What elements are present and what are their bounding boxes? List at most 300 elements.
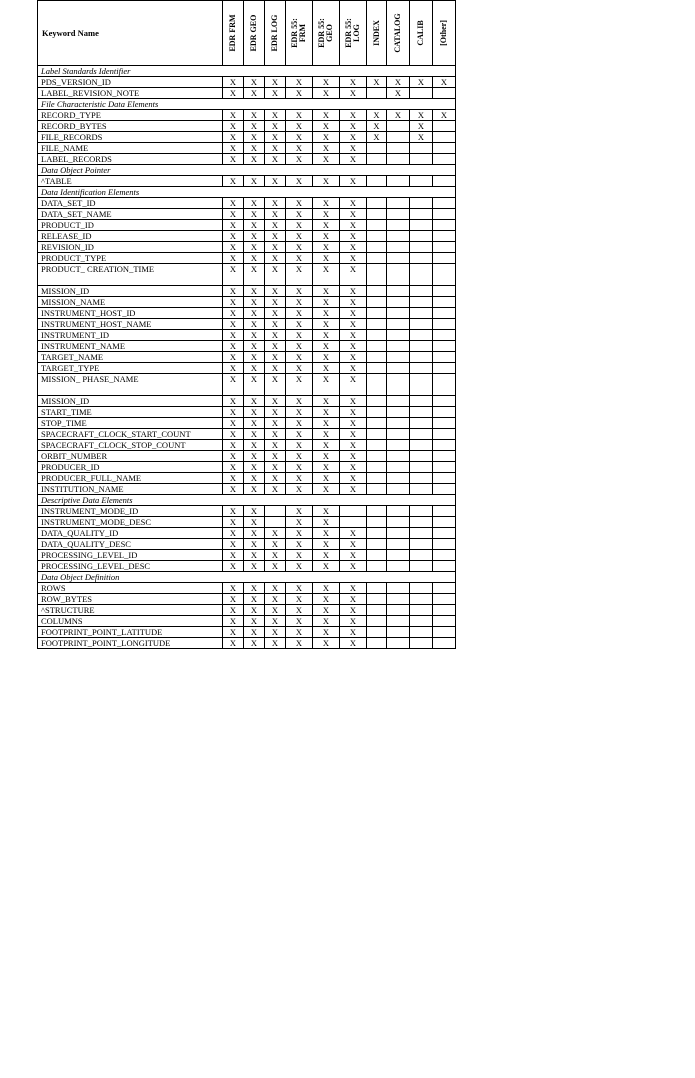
mark-cell: X xyxy=(313,352,340,363)
column-header-edr-log xyxy=(265,1,286,66)
empty-cell xyxy=(367,220,387,231)
column-header-other xyxy=(433,1,456,66)
mark-cell: X xyxy=(340,209,367,220)
empty-cell xyxy=(433,616,456,627)
mark-cell: X xyxy=(244,605,265,616)
mark-cell: X xyxy=(244,594,265,605)
mark-cell: X xyxy=(286,297,313,308)
empty-cell xyxy=(387,473,410,484)
mark-cell: X xyxy=(223,77,244,88)
mark-cell: X xyxy=(265,88,286,99)
mark-cell: X xyxy=(223,473,244,484)
mark-cell: X xyxy=(223,198,244,209)
empty-cell xyxy=(433,396,456,407)
table-row xyxy=(38,396,456,407)
empty-cell xyxy=(433,550,456,561)
mark-cell: X xyxy=(313,286,340,297)
mark-cell: X xyxy=(313,506,340,517)
empty-cell xyxy=(410,198,433,209)
empty-cell xyxy=(410,88,433,99)
table-row xyxy=(38,352,456,363)
mark-cell: X xyxy=(313,341,340,352)
empty-cell xyxy=(433,638,456,649)
mark-cell: X xyxy=(313,88,340,99)
empty-cell xyxy=(387,242,410,253)
empty-cell xyxy=(367,198,387,209)
empty-cell xyxy=(387,341,410,352)
column-header-label xyxy=(417,20,425,45)
mark-cell: X xyxy=(286,484,313,495)
empty-cell xyxy=(387,330,410,341)
table-row xyxy=(38,374,456,396)
mark-cell: X xyxy=(286,231,313,242)
mark-cell: X xyxy=(244,198,265,209)
mark-cell: X xyxy=(340,341,367,352)
mark-cell: X xyxy=(265,638,286,649)
empty-cell xyxy=(410,462,433,473)
mark-cell: X xyxy=(340,539,367,550)
mark-cell: X xyxy=(313,440,340,451)
section-title: Label Standards Identifier xyxy=(38,66,456,77)
mark-cell: X xyxy=(286,462,313,473)
mark-cell: X xyxy=(286,407,313,418)
empty-cell xyxy=(410,561,433,572)
mark-cell: X xyxy=(286,264,313,286)
mark-cell: X xyxy=(223,583,244,594)
mark-cell: X xyxy=(313,473,340,484)
mark-cell: X xyxy=(223,616,244,627)
empty-cell xyxy=(433,132,456,143)
mark-cell: X xyxy=(265,539,286,550)
keyword-name-cell: DATA_QUALITY_DESC xyxy=(38,539,223,550)
mark-cell: X xyxy=(340,550,367,561)
mark-cell: X xyxy=(244,330,265,341)
section-title: Data Object Pointer xyxy=(38,165,456,176)
mark-cell: X xyxy=(340,319,367,330)
empty-cell xyxy=(367,209,387,220)
empty-cell xyxy=(433,352,456,363)
mark-cell: X xyxy=(265,440,286,451)
mark-cell: X xyxy=(223,209,244,220)
empty-cell xyxy=(367,363,387,374)
mark-cell: X xyxy=(340,484,367,495)
mark-cell: X xyxy=(223,253,244,264)
mark-cell: X xyxy=(340,264,367,286)
keyword-name-cell: PROCESSING_LEVEL_ID xyxy=(38,550,223,561)
mark-cell: X xyxy=(313,605,340,616)
section-header-row xyxy=(38,187,456,198)
mark-cell: X xyxy=(223,407,244,418)
mark-cell: X xyxy=(286,242,313,253)
empty-cell xyxy=(433,561,456,572)
mark-cell: X xyxy=(340,429,367,440)
empty-cell xyxy=(367,286,387,297)
mark-cell: X xyxy=(340,286,367,297)
empty-cell xyxy=(433,286,456,297)
mark-cell: X xyxy=(340,583,367,594)
empty-cell xyxy=(410,341,433,352)
section-header-row xyxy=(38,165,456,176)
mark-cell: X xyxy=(340,473,367,484)
mark-cell: X xyxy=(340,616,367,627)
empty-cell xyxy=(387,418,410,429)
empty-cell xyxy=(367,451,387,462)
empty-cell xyxy=(410,396,433,407)
keyword-name-cell: MISSION_ID xyxy=(38,396,223,407)
empty-cell xyxy=(410,440,433,451)
mark-cell: X xyxy=(286,638,313,649)
empty-cell xyxy=(367,319,387,330)
mark-cell: X xyxy=(265,253,286,264)
empty-cell xyxy=(433,319,456,330)
column-header-label xyxy=(291,18,307,48)
keyword-name-cell: COLUMNS xyxy=(38,616,223,627)
empty-cell xyxy=(387,176,410,187)
mark-cell: X xyxy=(313,539,340,550)
section-header-row xyxy=(38,572,456,583)
empty-cell xyxy=(433,308,456,319)
empty-cell xyxy=(387,374,410,396)
empty-cell xyxy=(387,231,410,242)
empty-cell xyxy=(410,583,433,594)
mark-cell: X xyxy=(387,88,410,99)
mark-cell: X xyxy=(313,451,340,462)
mark-cell: X xyxy=(265,627,286,638)
mark-cell: X xyxy=(410,132,433,143)
keyword-name-cell: TARGET_NAME xyxy=(38,352,223,363)
column-header-line: EDR FRM xyxy=(228,14,237,52)
mark-cell: X xyxy=(313,209,340,220)
mark-cell: X xyxy=(410,121,433,132)
keyword-name-cell: REVISION_ID xyxy=(38,242,223,253)
mark-cell: X xyxy=(244,517,265,528)
mark-cell: X xyxy=(387,110,410,121)
empty-cell xyxy=(387,319,410,330)
mark-cell: X xyxy=(340,418,367,429)
empty-cell xyxy=(340,517,367,528)
mark-cell: X xyxy=(340,561,367,572)
empty-cell xyxy=(367,341,387,352)
empty-cell xyxy=(367,176,387,187)
empty-cell xyxy=(410,374,433,396)
empty-cell xyxy=(367,594,387,605)
column-header-line: EDR LOG xyxy=(270,14,279,52)
column-header-line: GEO xyxy=(325,24,334,42)
empty-cell xyxy=(433,429,456,440)
empty-cell xyxy=(387,484,410,495)
empty-cell xyxy=(367,253,387,264)
mark-cell: X xyxy=(286,583,313,594)
mark-cell: X xyxy=(223,308,244,319)
table-row xyxy=(38,132,456,143)
mark-cell: X xyxy=(286,429,313,440)
mark-cell: X xyxy=(265,429,286,440)
mark-cell: X xyxy=(244,77,265,88)
empty-cell xyxy=(410,286,433,297)
mark-cell: X xyxy=(313,77,340,88)
mark-cell: X xyxy=(340,220,367,231)
mark-cell: X xyxy=(340,231,367,242)
mark-cell: X xyxy=(265,132,286,143)
keyword-name-cell: INSTRUMENT_HOST_ID xyxy=(38,308,223,319)
mark-cell: X xyxy=(265,594,286,605)
mark-cell: X xyxy=(265,528,286,539)
keyword-name-cell: ^TABLE xyxy=(38,176,223,187)
empty-cell xyxy=(410,176,433,187)
empty-cell xyxy=(387,561,410,572)
table-row xyxy=(38,341,456,352)
mark-cell: X xyxy=(313,253,340,264)
mark-cell: X xyxy=(410,77,433,88)
empty-cell xyxy=(387,121,410,132)
empty-cell xyxy=(387,143,410,154)
empty-cell xyxy=(367,231,387,242)
empty-cell xyxy=(367,418,387,429)
table-row xyxy=(38,198,456,209)
mark-cell: X xyxy=(223,341,244,352)
empty-cell xyxy=(433,627,456,638)
empty-cell xyxy=(433,407,456,418)
mark-cell: X xyxy=(340,594,367,605)
table-row xyxy=(38,143,456,154)
mark-cell: X xyxy=(244,341,265,352)
mark-cell: X xyxy=(244,220,265,231)
mark-cell: X xyxy=(223,594,244,605)
mark-cell: X xyxy=(244,308,265,319)
mark-cell: X xyxy=(313,110,340,121)
empty-cell xyxy=(367,583,387,594)
mark-cell: X xyxy=(265,198,286,209)
mark-cell: X xyxy=(244,297,265,308)
empty-cell xyxy=(387,198,410,209)
mark-cell: X xyxy=(223,363,244,374)
empty-cell xyxy=(410,242,433,253)
mark-cell: X xyxy=(265,451,286,462)
empty-cell xyxy=(410,297,433,308)
mark-cell: X xyxy=(223,528,244,539)
empty-cell xyxy=(387,462,410,473)
table-row xyxy=(38,242,456,253)
mark-cell: X xyxy=(313,462,340,473)
empty-cell xyxy=(367,330,387,341)
table-row xyxy=(38,429,456,440)
mark-cell: X xyxy=(340,253,367,264)
table-row xyxy=(38,506,456,517)
mark-cell: X xyxy=(340,363,367,374)
keyword-name-cell: PRODUCER_FULL_NAME xyxy=(38,473,223,484)
mark-cell: X xyxy=(340,154,367,165)
empty-cell xyxy=(410,154,433,165)
column-header-line: [Other] xyxy=(439,20,448,46)
mark-cell: X xyxy=(340,308,367,319)
empty-cell xyxy=(367,374,387,396)
empty-cell xyxy=(387,407,410,418)
empty-cell xyxy=(410,407,433,418)
mark-cell: X xyxy=(223,440,244,451)
empty-cell xyxy=(410,473,433,484)
mark-cell: X xyxy=(286,198,313,209)
mark-cell: X xyxy=(244,638,265,649)
mark-cell: X xyxy=(286,220,313,231)
column-header-line: EDR 55: xyxy=(290,18,299,48)
empty-cell xyxy=(410,550,433,561)
table-row xyxy=(38,627,456,638)
column-header-edr-geo xyxy=(244,1,265,66)
column-header-label xyxy=(440,20,448,46)
empty-cell xyxy=(433,539,456,550)
empty-cell xyxy=(367,143,387,154)
mark-cell: X xyxy=(265,462,286,473)
table-row xyxy=(38,473,456,484)
table-row xyxy=(38,297,456,308)
mark-cell: X xyxy=(340,198,367,209)
mark-cell: X xyxy=(286,374,313,396)
mark-cell: X xyxy=(340,110,367,121)
keyword-name-cell: INSTRUMENT_MODE_ID xyxy=(38,506,223,517)
table-row xyxy=(38,605,456,616)
table-row xyxy=(38,638,456,649)
mark-cell: X xyxy=(286,363,313,374)
mark-cell: X xyxy=(223,484,244,495)
empty-cell xyxy=(367,473,387,484)
section-header-row xyxy=(38,66,456,77)
mark-cell: X xyxy=(223,550,244,561)
mark-cell: X xyxy=(340,462,367,473)
column-header-label xyxy=(271,15,279,52)
empty-cell xyxy=(433,154,456,165)
empty-cell xyxy=(367,154,387,165)
table-row xyxy=(38,561,456,572)
empty-cell xyxy=(387,308,410,319)
keyword-name-cell: INSTRUMENT_NAME xyxy=(38,341,223,352)
empty-cell xyxy=(367,407,387,418)
mark-cell: X xyxy=(223,132,244,143)
empty-cell xyxy=(433,341,456,352)
empty-cell xyxy=(433,583,456,594)
table-row xyxy=(38,550,456,561)
mark-cell: X xyxy=(244,231,265,242)
mark-cell: X xyxy=(313,363,340,374)
mark-cell: X xyxy=(265,264,286,286)
column-header-line: INDEX xyxy=(371,20,381,46)
mark-cell: X xyxy=(340,638,367,649)
column-header-label xyxy=(373,20,381,46)
empty-cell xyxy=(367,429,387,440)
mark-cell: X xyxy=(313,429,340,440)
mark-cell: X xyxy=(244,418,265,429)
table-row xyxy=(38,440,456,451)
mark-cell: X xyxy=(286,132,313,143)
mark-cell: X xyxy=(223,374,244,396)
mark-cell: X xyxy=(286,473,313,484)
table-body xyxy=(38,66,456,649)
mark-cell: X xyxy=(223,176,244,187)
keyword-name-cell: PRODUCT_ID xyxy=(38,220,223,231)
column-header-edr55-frm xyxy=(286,1,313,66)
empty-cell xyxy=(367,638,387,649)
mark-cell: X xyxy=(265,396,286,407)
mark-cell: X xyxy=(286,253,313,264)
mark-cell: X xyxy=(265,231,286,242)
mark-cell: X xyxy=(286,440,313,451)
keyword-name-cell: DATA_SET_NAME xyxy=(38,209,223,220)
mark-cell: X xyxy=(265,297,286,308)
table-row xyxy=(38,220,456,231)
mark-cell: X xyxy=(286,319,313,330)
mark-cell: X xyxy=(340,627,367,638)
table-row xyxy=(38,253,456,264)
mark-cell: X xyxy=(223,429,244,440)
column-header-line: EDR GEO xyxy=(249,14,258,52)
keyword-name-cell: PRODUCER_ID xyxy=(38,462,223,473)
empty-cell xyxy=(410,209,433,220)
mark-cell: X xyxy=(286,286,313,297)
mark-cell: X xyxy=(244,616,265,627)
empty-cell xyxy=(387,363,410,374)
empty-cell xyxy=(433,198,456,209)
column-header-line: FRM xyxy=(298,23,307,43)
mark-cell: X xyxy=(340,396,367,407)
column-header-line: CALIB xyxy=(416,20,425,46)
mark-cell: X xyxy=(223,319,244,330)
section-title: Data Identification Elements xyxy=(38,187,456,198)
column-header-label xyxy=(318,18,334,48)
empty-cell xyxy=(340,506,367,517)
mark-cell: X xyxy=(244,561,265,572)
mark-cell: X xyxy=(265,286,286,297)
keyword-name-cell: PROCESSING_LEVEL_DESC xyxy=(38,561,223,572)
mark-cell: X xyxy=(223,264,244,286)
keyword-name-cell: ROWS xyxy=(38,583,223,594)
mark-cell: X xyxy=(223,286,244,297)
keyword-name-cell: ROW_BYTES xyxy=(38,594,223,605)
empty-cell xyxy=(410,143,433,154)
column-header-index xyxy=(367,1,387,66)
empty-cell xyxy=(387,264,410,286)
mark-cell: X xyxy=(244,319,265,330)
mark-cell: X xyxy=(223,154,244,165)
empty-cell xyxy=(387,638,410,649)
empty-cell xyxy=(367,297,387,308)
mark-cell: X xyxy=(313,176,340,187)
mark-cell: X xyxy=(340,451,367,462)
empty-cell xyxy=(410,220,433,231)
mark-cell: X xyxy=(244,473,265,484)
section-header-row xyxy=(38,99,456,110)
mark-cell: X xyxy=(313,242,340,253)
mark-cell: X xyxy=(244,539,265,550)
mark-cell: X xyxy=(265,308,286,319)
mark-cell: X xyxy=(286,528,313,539)
mark-cell: X xyxy=(367,77,387,88)
mark-cell: X xyxy=(313,396,340,407)
empty-cell xyxy=(387,528,410,539)
empty-cell xyxy=(410,264,433,286)
empty-cell xyxy=(433,517,456,528)
mark-cell: X xyxy=(340,242,367,253)
mark-cell: X xyxy=(223,638,244,649)
empty-cell xyxy=(367,88,387,99)
keyword-name-cell: INSTRUMENT_ID xyxy=(38,330,223,341)
mark-cell: X xyxy=(313,132,340,143)
table-row xyxy=(38,176,456,187)
mark-cell: X xyxy=(223,220,244,231)
mark-cell: X xyxy=(340,528,367,539)
empty-cell xyxy=(387,220,410,231)
section-title: Data Object Definition xyxy=(38,572,456,583)
empty-cell xyxy=(367,308,387,319)
empty-cell xyxy=(265,517,286,528)
